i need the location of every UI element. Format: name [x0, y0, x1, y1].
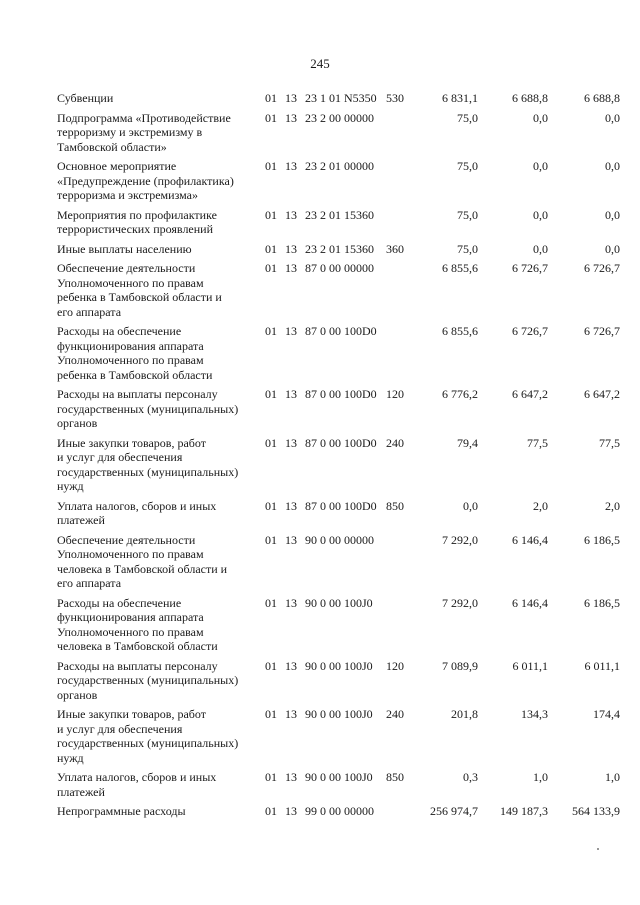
amount-year-2: 6 688,8 [512, 91, 548, 105]
section-code: 01 [265, 658, 277, 673]
amount-year-1: 75,0 [457, 159, 478, 173]
row-name-line: Иные закупки товаров, работ [57, 707, 206, 721]
amount-year-1: 6 831,1 [442, 91, 478, 105]
row-name-line: терроризму и экстремизму в [57, 125, 203, 139]
row-name-line: человека в Тамбовской области и [57, 561, 228, 576]
scan-speck [597, 848, 599, 850]
row-name-line: Уплата налогов, сборов и иных [57, 770, 217, 784]
row-name [57, 91, 263, 106]
row-name-line: нужд [57, 750, 84, 765]
amount-year-2: 2,0 [533, 498, 548, 513]
row-name-line: ребенка в Тамбовской области [57, 367, 213, 382]
subsection-code: 13 [285, 770, 297, 784]
expense-type-code: 120 [386, 387, 404, 401]
row-name-line: ребенка в Тамбовской области и [57, 290, 222, 304]
expense-type-code: 530 [386, 91, 404, 105]
row-name-line: Иные закупки товаров, работ [57, 435, 206, 450]
table-row [0, 208, 640, 242]
row-name [57, 707, 263, 765]
target-article-code: 90 0 00 100J0 [305, 595, 373, 610]
row-name-line: Обеспечение деятельности [57, 532, 196, 547]
target-article-code: 90 0 00 00000 [305, 532, 374, 547]
row-name [57, 499, 263, 528]
row-name-line: государственных (муниципальных) [57, 401, 239, 416]
expense-type-code: 360 [386, 241, 404, 256]
row-name [57, 596, 263, 654]
section-code: 01 [265, 159, 277, 173]
amount-year-3: 174,4 [593, 707, 620, 721]
subsection-code: 13 [285, 207, 297, 222]
row-name-line: террористических проявлений [57, 222, 214, 236]
expense-type-code: 850 [386, 498, 404, 513]
budget-table [0, 91, 640, 824]
subsection-code: 13 [285, 387, 297, 401]
amount-year-1: 201,8 [451, 707, 478, 721]
amount-year-1: 6 776,2 [442, 387, 478, 401]
amount-year-1: 75,0 [457, 241, 478, 256]
section-code: 01 [265, 324, 277, 338]
target-article-code: 87 0 00 100D0 [305, 435, 377, 450]
section-code: 01 [265, 532, 277, 547]
row-name-line: Расходы на выплаты персоналу [57, 387, 218, 401]
amount-year-3: 0,0 [605, 241, 620, 256]
amount-year-1: 256 974,7 [430, 804, 478, 818]
section-code: 01 [265, 595, 277, 610]
target-article-code: 90 0 00 100J0 [305, 658, 373, 673]
row-name-line: функционирования аппарата [57, 338, 204, 353]
row-name-line: государственных (муниципальных) [57, 673, 239, 687]
table-row [0, 436, 640, 499]
target-article-code: 23 2 01 00000 [305, 159, 374, 173]
row-name-line: его аппарата [57, 304, 122, 319]
amount-year-3: 1,0 [605, 770, 620, 784]
section-code: 01 [265, 207, 277, 222]
row-name-line: нужд [57, 479, 84, 493]
row-name [57, 533, 263, 591]
row-name-line: государственных (муниципальных) [57, 736, 239, 750]
row-name-line: платежей [57, 513, 105, 527]
amount-year-1: 79,4 [457, 435, 478, 450]
expense-type-code: 240 [386, 435, 404, 450]
row-name-line: Обеспечение деятельности [57, 261, 196, 275]
subsection-code: 13 [285, 91, 297, 105]
table-row [0, 804, 640, 824]
amount-year-3: 6 726,7 [584, 324, 620, 338]
row-name-line: Уполномоченного по правам [57, 624, 204, 639]
amount-year-2: 6 011,1 [512, 658, 548, 673]
amount-year-3: 2,0 [605, 498, 620, 513]
row-name-line: его аппарата [57, 576, 122, 590]
row-name-line: Мероприятия по профилактике [57, 207, 217, 222]
row-name-line: органов [57, 416, 98, 430]
amount-year-3: 6 726,7 [584, 261, 620, 275]
subsection-code: 13 [285, 595, 297, 610]
amount-year-1: 75,0 [457, 110, 478, 125]
row-name-line: Непрограммные расходы [57, 804, 186, 818]
subsection-code: 13 [285, 532, 297, 547]
page-number: 245 [310, 56, 330, 71]
table-row [0, 499, 640, 533]
target-article-code: 87 0 00 100D0 [305, 324, 377, 338]
section-code: 01 [265, 707, 277, 721]
row-name [57, 111, 263, 155]
table-row [0, 324, 640, 387]
amount-year-1: 0,0 [463, 498, 478, 513]
amount-year-1: 7 089,9 [442, 658, 478, 673]
target-article-code: 87 0 00 100D0 [305, 387, 377, 401]
subsection-code: 13 [285, 241, 297, 256]
amount-year-3: 6 688,8 [584, 91, 620, 105]
row-name-line: функционирования аппарата [57, 610, 204, 624]
table-row [0, 91, 640, 111]
target-article-code: 99 0 00 00000 [305, 804, 374, 818]
amount-year-2: 0,0 [533, 110, 548, 125]
target-article-code: 90 0 00 100J0 [305, 770, 373, 784]
amount-year-3: 6 647,2 [584, 387, 620, 401]
amount-year-1: 6 855,6 [442, 261, 478, 275]
subsection-code: 13 [285, 110, 297, 125]
section-code: 01 [265, 387, 277, 401]
target-article-code: 23 2 00 00000 [305, 110, 374, 125]
section-code: 01 [265, 110, 277, 125]
amount-year-1: 7 292,0 [442, 532, 478, 547]
row-name [57, 770, 263, 799]
table-row [0, 261, 640, 324]
amount-year-2: 134,3 [521, 707, 548, 721]
subsection-code: 13 [285, 804, 297, 818]
expense-type-code: 120 [386, 658, 404, 673]
table-row [0, 242, 640, 262]
target-article-code: 87 0 00 00000 [305, 261, 374, 275]
section-code: 01 [265, 435, 277, 450]
amount-year-2: 0,0 [533, 207, 548, 222]
table-row [0, 770, 640, 804]
subsection-code: 13 [285, 261, 297, 275]
amount-year-1: 6 855,6 [442, 324, 478, 338]
target-article-code: 23 1 01 N5350 [305, 91, 377, 105]
subsection-code: 13 [285, 159, 297, 173]
row-name-line: Расходы на обеспечение [57, 324, 182, 338]
row-name-line: государственных (муниципальных) [57, 464, 239, 479]
section-code: 01 [265, 498, 277, 513]
table-row [0, 387, 640, 436]
amount-year-2: 6 146,4 [512, 595, 548, 610]
expense-type-code: 850 [386, 770, 404, 784]
amount-year-3: 0,0 [605, 207, 620, 222]
amount-year-3: 6 186,5 [584, 532, 620, 547]
target-article-code: 23 2 01 15360 [305, 241, 374, 256]
amount-year-3: 6 011,1 [584, 658, 620, 673]
section-code: 01 [265, 241, 277, 256]
subsection-code: 13 [285, 324, 297, 338]
row-name-line: «Предупреждение (профилактика) [57, 173, 234, 188]
amount-year-2: 149 187,3 [500, 804, 548, 818]
row-name [57, 261, 263, 319]
section-code: 01 [265, 91, 277, 105]
amount-year-1: 75,0 [457, 207, 478, 222]
row-name-line: Уполномоченного по правам [57, 353, 204, 367]
row-name-line: Иные выплаты населению [57, 241, 192, 256]
subsection-code: 13 [285, 658, 297, 673]
amount-year-2: 0,0 [533, 159, 548, 173]
row-name [57, 804, 263, 819]
row-name-line: Расходы на обеспечение [57, 595, 182, 610]
amount-year-2: 6 726,7 [512, 324, 548, 338]
row-name-line: Уполномоченного по правам [57, 547, 204, 561]
row-name-line: Тамбовской области» [57, 139, 167, 154]
row-name-line: Уполномоченного по правам [57, 275, 204, 290]
subsection-code: 13 [285, 707, 297, 721]
amount-year-3: 77,5 [599, 435, 620, 450]
row-name-line: Субвенции [57, 91, 114, 105]
row-name-line: Подпрограмма «Противодействие [57, 110, 231, 125]
row-name [57, 208, 263, 237]
section-code: 01 [265, 770, 277, 784]
amount-year-3: 0,0 [605, 159, 620, 173]
section-code: 01 [265, 261, 277, 275]
row-name-line: платежей [57, 784, 105, 799]
row-name-line: Расходы на выплаты персоналу [57, 658, 218, 673]
amount-year-3: 0,0 [605, 110, 620, 125]
table-row [0, 159, 640, 208]
row-name-line: человека в Тамбовской области [57, 639, 218, 653]
amount-year-2: 0,0 [533, 241, 548, 256]
target-article-code: 90 0 00 100J0 [305, 707, 373, 721]
amount-year-2: 1,0 [533, 770, 548, 784]
row-name-line: Уплата налогов, сборов и иных [57, 498, 217, 513]
table-row [0, 659, 640, 708]
row-name-line: Основное мероприятие [57, 159, 177, 173]
amount-year-2: 77,5 [527, 435, 548, 450]
row-name-line: и услуг для обеспечения [57, 721, 183, 736]
amount-year-1: 0,3 [463, 770, 478, 784]
expense-type-code: 240 [386, 707, 404, 721]
subsection-code: 13 [285, 435, 297, 450]
table-row [0, 596, 640, 659]
table-row [0, 533, 640, 596]
amount-year-2: 6 146,4 [512, 532, 548, 547]
row-name-line: терроризма и экстремизма» [57, 188, 198, 202]
row-name [57, 159, 263, 203]
amount-year-2: 6 726,7 [512, 261, 548, 275]
subsection-code: 13 [285, 498, 297, 513]
target-article-code: 23 2 01 15360 [305, 207, 374, 222]
amount-year-1: 7 292,0 [442, 595, 478, 610]
table-row [0, 111, 640, 160]
amount-year-3: 6 186,5 [584, 595, 620, 610]
section-code: 01 [265, 804, 277, 818]
amount-year-2: 6 647,2 [512, 387, 548, 401]
row-name [57, 659, 263, 703]
amount-year-3: 564 133,9 [572, 804, 620, 818]
row-name [57, 436, 263, 494]
target-article-code: 87 0 00 100D0 [305, 498, 377, 513]
row-name [57, 387, 263, 431]
row-name [57, 242, 263, 257]
row-name [57, 324, 263, 382]
row-name-line: органов [57, 687, 98, 702]
table-row [0, 707, 640, 770]
row-name-line: и услуг для обеспечения [57, 450, 183, 464]
